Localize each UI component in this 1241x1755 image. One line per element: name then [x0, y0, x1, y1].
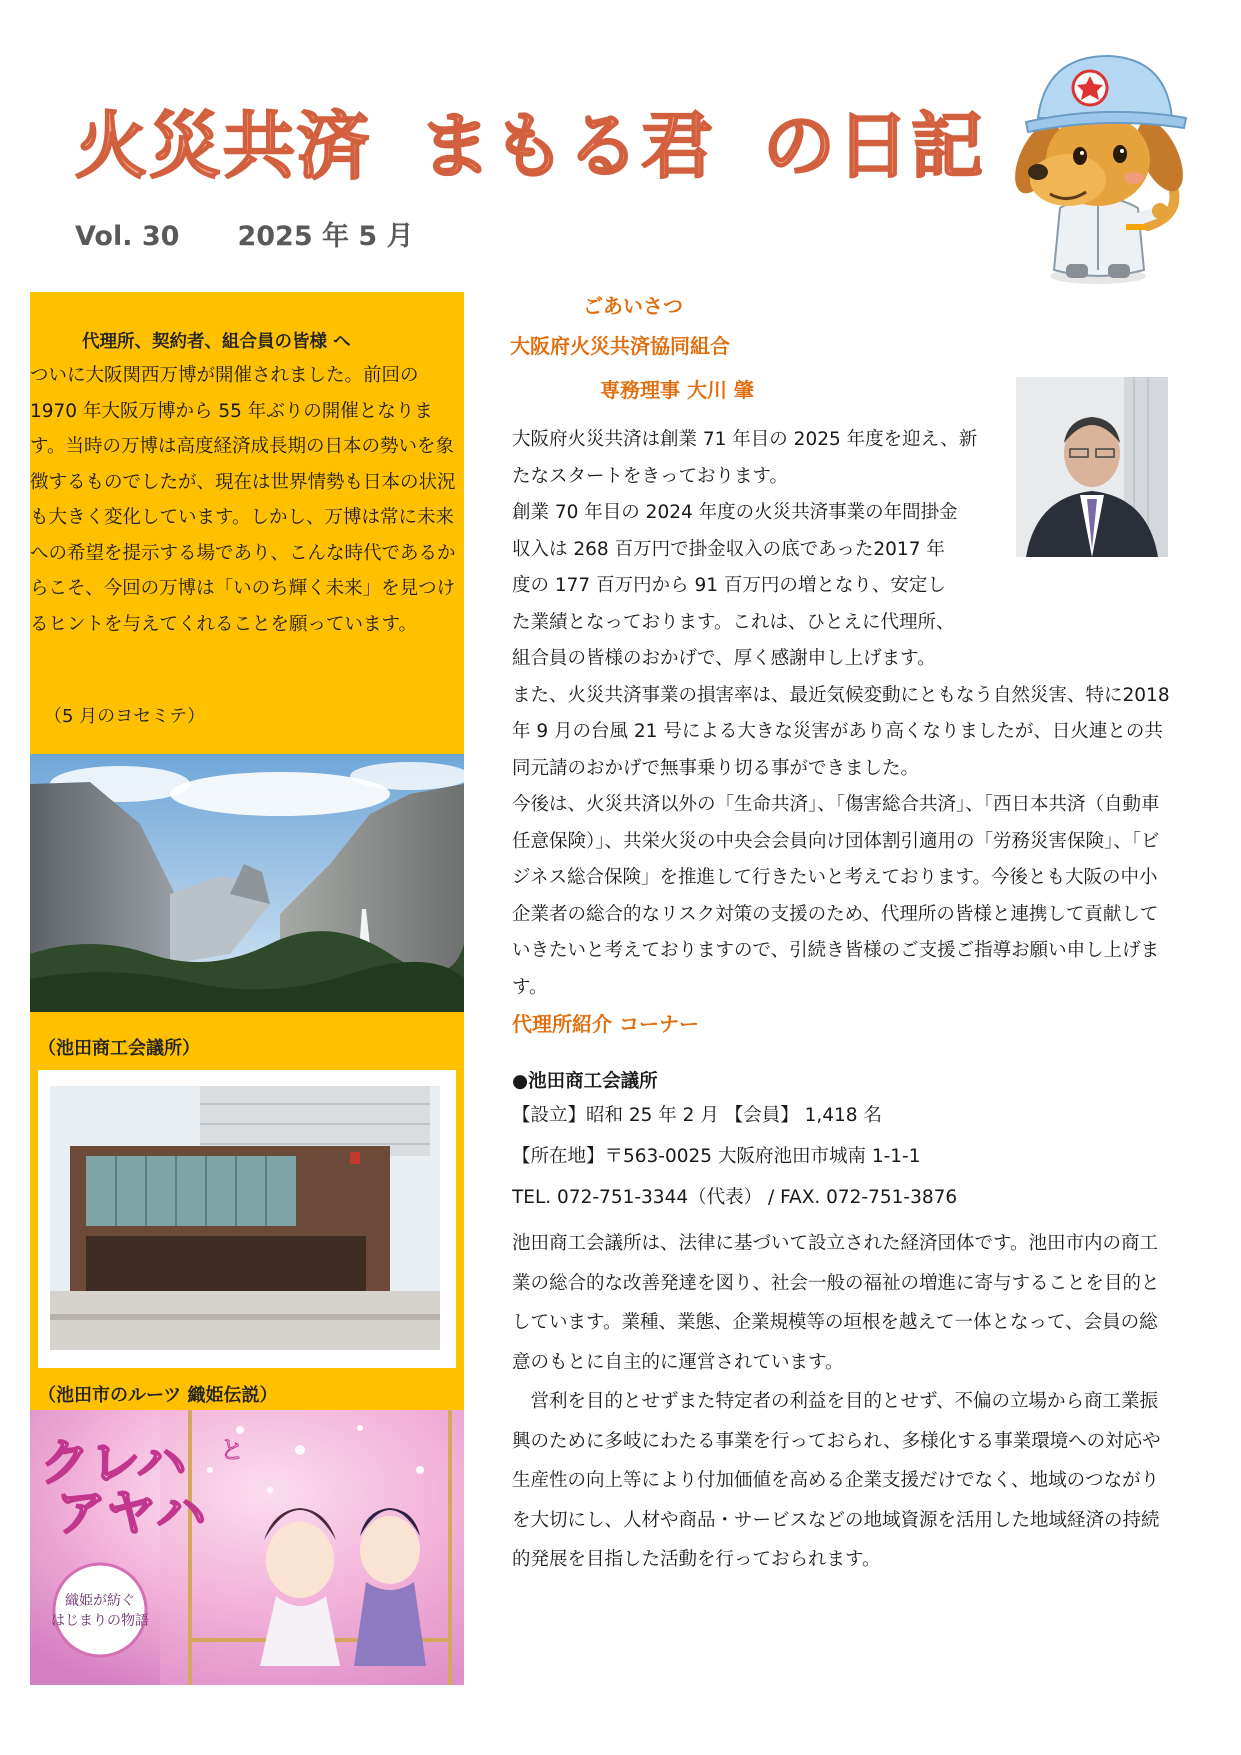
yosemite-photo [30, 754, 464, 1012]
manga-title-to: と [220, 1436, 244, 1464]
agency-paragraph-1: 池田商工会議所は、法律に基づいて設立された経済団体です。池田市内の商工業の総合的な改善発達を図り、社会一般の福祉の増進に寄与することを目的としています。業種、業態、企業規模等の垣根を越えて一体となって、会員の総意のもとに自主的に運営されています。 [512, 1233, 1160, 1373]
volume-number: Vol. 30 [75, 221, 180, 252]
greeting-line: 代理所、契約者、組合員の皆様 へ [82, 332, 351, 352]
agency-corner-heading: 代理所紹介 コーナー [512, 1012, 699, 1036]
director-name: 専務理事 大川 肇 [600, 378, 754, 402]
title-part-2: まもる君 [419, 104, 716, 188]
issue-date: 2025 年 5 月 [237, 221, 414, 252]
manga-title-line-2: アヤハ [56, 1484, 206, 1542]
issue-info [75, 214, 414, 253]
greeting-paragraph-4: 今後は、火災共済以外の「生命共済」、「傷害総合共済」、「西日本共済（自動車任意保険）」、共栄火災の中央会会員向け団体割引適用の「労務災害保険」、「ビジネス総合保険」を推進して行きたいと考えております。今後とも大阪の中小企業者の総合的なリスク対策の支援のため、代理所の皆様と連携して貢献していきたいと考えておりますので、引続き皆様のご支援ご指導お願い申し上げます。 [512, 794, 1160, 998]
mascot-dog-illustration [998, 48, 1198, 288]
agency-established: 【設立】昭和 25 年 2 月 【会員】 1,418 名 [512, 1105, 882, 1126]
page-title [75, 88, 985, 192]
kureha-ayaha-manga-cover [30, 1410, 464, 1685]
agency-name: ●池田商工会議所 [512, 1071, 658, 1092]
greeting-paragraph-1: 大阪府火災共済は創業 71 年目の 2025 年度を迎え、新たなスタートをきっております。 [512, 429, 978, 487]
title-part-3: の日記 [763, 104, 986, 188]
greeting-message [512, 422, 1172, 1006]
manga-subtitle-2: はじまりの物語 [51, 1613, 149, 1629]
ikeda-chamber-building-photo [50, 1086, 440, 1350]
manga-title-line-1: クレハ [40, 1434, 187, 1492]
yosemite-caption: （5 月のヨセミテ） [44, 706, 206, 727]
manga-subtitle-1: 織姫が紡ぐ [65, 1593, 135, 1609]
greeting-paragraph-2 [512, 495, 1172, 678]
agency-phone-fax: TEL. 072-751-3344（代表） / FAX. 072-751-3876 [512, 1187, 958, 1208]
greeting-heading: ごあいさつ [583, 294, 683, 318]
expo-message: ついに大阪関西万博が開催されました。前回の1970 年大阪万博から 55 年ぶりの開催となります。当時の万博は高度経済成長期の日本の勢いを象徴するものでしたが、現在は世界情勢も日本の状況も大きく変化しています。しかし、万博は常に未来への希望を提示する場であり、こんな時代であるからこそ、今回の万博は「いのち輝く未来」を見つけるヒントを与えてくれることを願っています。 [30, 365, 456, 635]
title-part-1: 火災共済 [75, 104, 372, 188]
agency-address: 【所在地】〒563-0025 大阪府池田市城南 1-1-1 [512, 1146, 921, 1167]
organization-name: 大阪府火災共済協同組合 [510, 334, 730, 358]
left-column-panel [30, 292, 464, 1685]
greeting-paragraph-3: また、火災共済事業の損害率は、最近気候変動にともなう自然災害、特に2018 年 9 月の台風 21 号による大きな災害があり高くなりましたが、日火連との共同元請のおかげで無事乗り切る事ができました。 [512, 684, 1170, 779]
greeting-paragraph-2-text: 創業 70 年目の 2024 年度の火災共済事業の年間掛金収入は 268 百万円で掛金収入の底であった2017 年度の 177 百万円から 91 百万円の増となり、安定した業績となっております。これは、ひとえに代理所、組合員の皆様のおかげで、厚く感謝申し上げます。 [512, 502, 958, 669]
agency-description [512, 1224, 1174, 1580]
orihime-legend-caption: （池田市のルーツ 織姫伝説） [38, 1385, 278, 1406]
agency-paragraph-2: 営利を目的とせずまた特定者の利益を目的とせず、不偏の立場から商工業振興のために多岐にわたる事業を行っておられ、多様化する事業環境への対応や生産性の向上等により付加価値を高める企業支援だけでなく、地域のつながりを大切にし、人材や商品・サービスなどの地域資源を活用した地域経済の持続的発展を目指した活動を行っておられます。 [512, 1391, 1161, 1570]
ikeda-chamber-caption: （池田商工会議所） [38, 1038, 200, 1059]
